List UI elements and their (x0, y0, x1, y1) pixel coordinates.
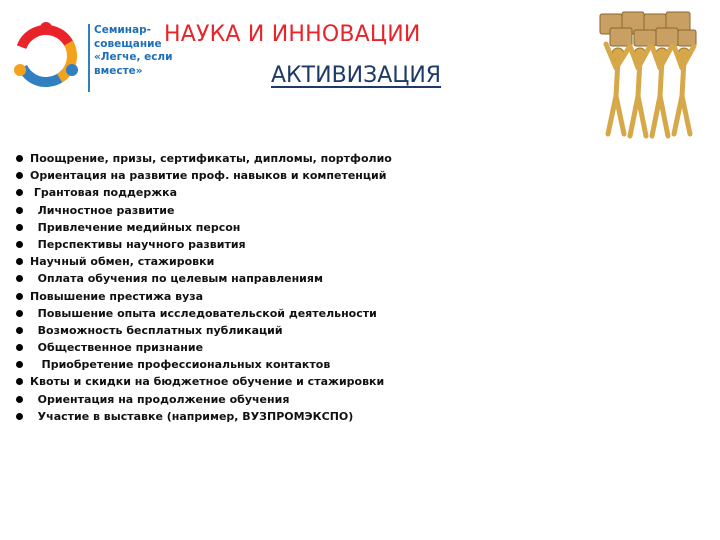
puzzle-figures-icon (594, 8, 702, 146)
page-title: НАУКА И ИННОВАЦИИ (164, 22, 421, 47)
list-item (16, 288, 392, 305)
list-item (16, 339, 392, 356)
bullet-icon (16, 224, 23, 231)
list-item (16, 219, 392, 236)
list-item-text: Ориентация на продолжение обучения (30, 392, 290, 406)
list-item-text: Ориентация на развитие проф. навыков и компетенций (30, 169, 387, 183)
list-item (16, 356, 392, 373)
bullet-icon (16, 241, 23, 248)
bullet-icon (16, 293, 23, 300)
list-item-text: Повышение опыта исследовательской деятельности (30, 306, 377, 320)
seminar-logo (10, 18, 173, 98)
list-item-text: Привлечение медийных персон (30, 220, 241, 234)
list-item-text: Повышение престижа вуза (30, 289, 204, 303)
bullet-icon (16, 327, 23, 334)
list-item-text: Оплата обучения по целевым направлениям (30, 272, 323, 286)
list-item-text: Квоты и скидки на бюджетное обучение и стажировки (30, 375, 385, 389)
list-item-text: Личностное развитие (30, 203, 175, 217)
list-item (16, 408, 392, 425)
seminar-logo-icon (10, 18, 82, 90)
list-item-text: Поощрение, призы, сертификаты, дипломы, портфолио (30, 152, 392, 165)
bullet-list (16, 150, 392, 425)
logo-line: Семинар- (94, 24, 151, 36)
bullet-icon (16, 258, 23, 265)
list-item (16, 202, 392, 219)
list-item (16, 167, 392, 184)
list-item (16, 253, 392, 270)
list-item-text: Научный обмен, стажировки (30, 255, 215, 269)
bullet-icon (16, 189, 23, 196)
list-item (16, 305, 392, 322)
bullet-icon (16, 413, 23, 420)
list-item (16, 391, 392, 408)
bullet-icon (16, 275, 23, 282)
list-item-text: Перспективы научного развития (30, 237, 246, 251)
list-item (16, 236, 392, 253)
logo-line: вместе» (94, 64, 143, 77)
list-item-text: Участие в выставке (например, ВУЗПРОМЭКСПО) (30, 409, 354, 423)
logo-line: совещание (94, 37, 162, 50)
list-item-text: Возможность бесплатных публикаций (30, 323, 283, 337)
bullet-icon (16, 155, 23, 162)
bullet-icon (16, 361, 23, 368)
list-item-text: Общественное признание (30, 341, 204, 355)
bullet-icon (16, 310, 23, 317)
logo-divider (88, 24, 90, 92)
bullet-icon (16, 396, 23, 403)
bullet-icon (16, 378, 23, 385)
list-item (16, 270, 392, 287)
bullet-icon (16, 207, 23, 214)
page-subtitle: АКТИВИЗАЦИЯ (271, 63, 442, 88)
bullet-icon (16, 172, 23, 179)
list-item (16, 184, 392, 201)
list-item (16, 150, 392, 167)
list-item (16, 373, 392, 390)
bullet-icon (16, 344, 23, 351)
list-item-text: Приобретение профессиональных контактов (30, 358, 331, 372)
logo-line: «Легче, если (94, 51, 173, 63)
list-item-text: Грантовая поддержка (30, 186, 178, 200)
list-item (16, 322, 392, 339)
